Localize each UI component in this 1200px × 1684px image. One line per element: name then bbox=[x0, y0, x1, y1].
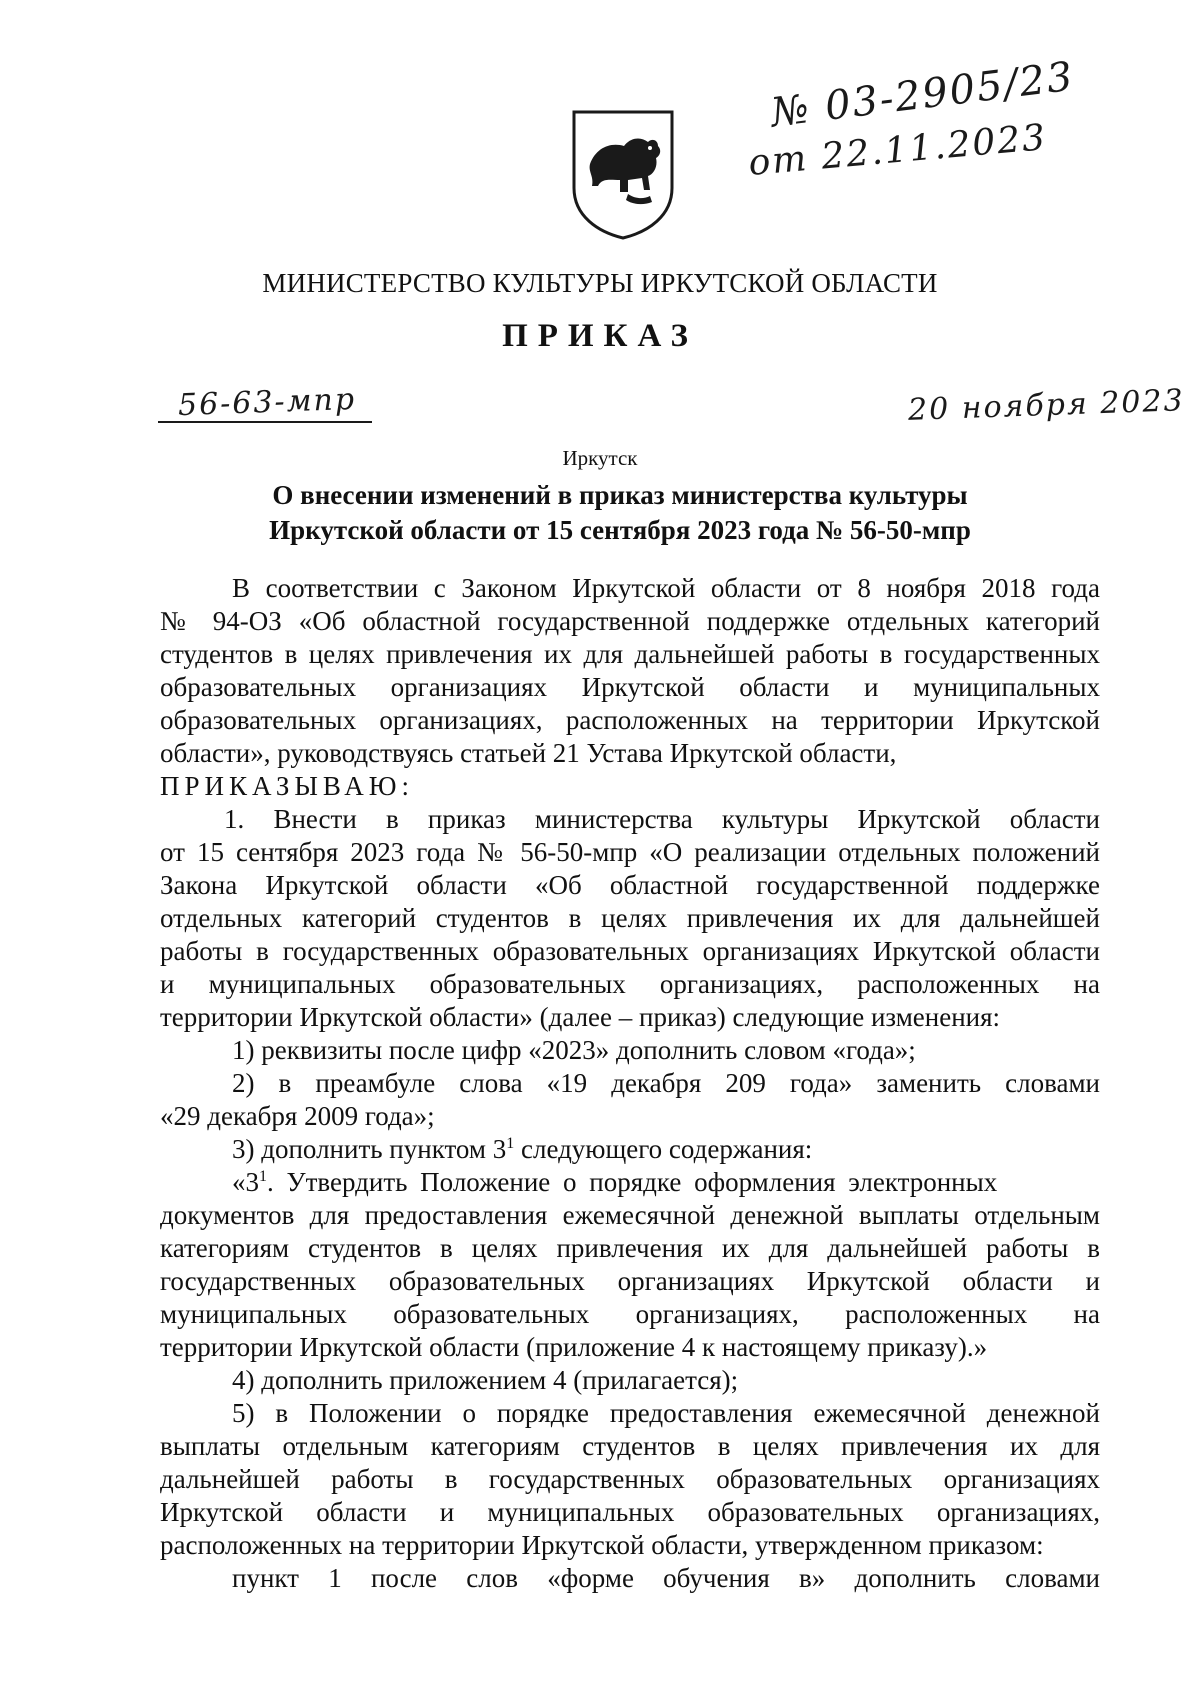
body-line: отдельных категорий студентов в целях привлечения их для дальнейшей bbox=[160, 903, 1100, 933]
body-line: и муниципальных образовательных организациях, расположенных на bbox=[160, 969, 1100, 999]
body-line: 5) в Положении о порядке предоставления ежемесячной денежной bbox=[232, 1398, 1100, 1428]
body-line: образовательных организациях Иркутской области и муниципальных bbox=[160, 672, 1100, 702]
body-line: территории Иркутской области (приложение 4 к настоящему приказу).» bbox=[160, 1332, 988, 1362]
body-line: Закона Иркутской области «Об областной государственной поддержке bbox=[160, 870, 1100, 900]
body-line: студентов в целях привлечения их для дальнейшей работы в государственных bbox=[160, 639, 1100, 669]
body-line: 1. Внести в приказ министерства культуры Иркутской области bbox=[224, 804, 1100, 834]
body-line: Иркутской области и муниципальных образовательных организациях, bbox=[160, 1497, 1100, 1527]
coat-of-arms-icon bbox=[570, 108, 676, 240]
body-line: выплаты отдельным категориям студентов в целях привлечения их для bbox=[160, 1431, 1100, 1461]
body-line bbox=[160, 1166, 1100, 1199]
body-line: 2) в преамбуле слова «19 декабря 209 года» заменить словами bbox=[232, 1068, 1100, 1098]
superscript: 1 bbox=[506, 1135, 515, 1152]
superscript: 1 bbox=[259, 1168, 267, 1185]
body-line: № 94-ОЗ «Об областной государственной поддержке отдельных категорий bbox=[160, 606, 1100, 636]
body-line: работы в государственных образовательных организациях Иркутской области bbox=[160, 936, 1100, 966]
document-type-heading: ПРИКАЗ bbox=[502, 318, 698, 354]
body-line: области», руководствуясь статьей 21 Устава Иркутской области, bbox=[160, 738, 897, 768]
body-line: 1) реквизиты после цифр «2023» дополнить словом «года»; bbox=[232, 1035, 916, 1065]
body-text-fragment: следующего содержания: bbox=[514, 1134, 813, 1164]
order-title-line: Иркутской области от 15 сентября 2023 года № 56-50-мпр bbox=[269, 515, 971, 545]
ministry-name: МИНИСТЕРСТВО КУЛЬТУРЫ ИРКУТСКОЙ ОБЛАСТИ bbox=[262, 268, 938, 298]
body-line bbox=[160, 1133, 1100, 1166]
body-text-fragment: 3) дополнить пунктом 3 bbox=[232, 1134, 507, 1164]
body-line: 4) дополнить приложением 4 (прилагается); bbox=[232, 1365, 739, 1395]
order-title-line: О внесении изменений в приказ министерства культуры bbox=[272, 480, 968, 510]
handwritten-registration-date: от 22.11.2023 bbox=[746, 117, 1049, 184]
body-line: территории Иркутской области» (далее – приказ) следующие изменения: bbox=[160, 1002, 1001, 1032]
body-line: категориям студентов в целях привлечения их для дальнейшей работы в bbox=[160, 1233, 1100, 1263]
body-line: «29 декабря 2009 года»; bbox=[160, 1101, 435, 1131]
order-directive-word: ПРИКАЗЫВАЮ: bbox=[160, 771, 414, 801]
body-line: дальнейшей работы в государственных образовательных организациях bbox=[160, 1464, 1100, 1494]
body-line: пункт 1 после слов «форме обучения в» дополнить словами bbox=[232, 1563, 1100, 1593]
handwritten-order-date: 20 ноября 2023 bbox=[907, 383, 1186, 428]
body-line: муниципальных образовательных организациях, расположенных на bbox=[160, 1299, 1100, 1329]
handwritten-order-number: 56-63-мпр bbox=[177, 381, 357, 424]
order-number-underline bbox=[158, 421, 372, 423]
order-body bbox=[160, 572, 1100, 1595]
body-text-fragment: . Утвердить Положение о порядке оформления электронных bbox=[267, 1167, 998, 1197]
body-line: В соответствии с Законом Иркутской области от 8 ноября 2018 года bbox=[232, 573, 1100, 603]
body-text-fragment: «3 bbox=[232, 1167, 259, 1197]
body-line: образовательных организациях, расположенных на территории Иркутской bbox=[160, 705, 1100, 735]
order-title bbox=[160, 478, 1080, 548]
body-line: расположенных на территории Иркутской области, утвержденном приказом: bbox=[160, 1530, 1044, 1560]
handwritten-registration-number: № 03-2905/23 bbox=[768, 53, 1077, 137]
body-line: от 15 сентября 2023 года № 56-50-мпр «О реализации отдельных положений bbox=[160, 837, 1100, 867]
city-name: Иркутск bbox=[562, 446, 638, 470]
body-line: государственных образовательных организациях Иркутской области и bbox=[160, 1266, 1100, 1296]
body-line: документов для предоставления ежемесячной денежной выплаты отдельным bbox=[160, 1200, 1100, 1230]
